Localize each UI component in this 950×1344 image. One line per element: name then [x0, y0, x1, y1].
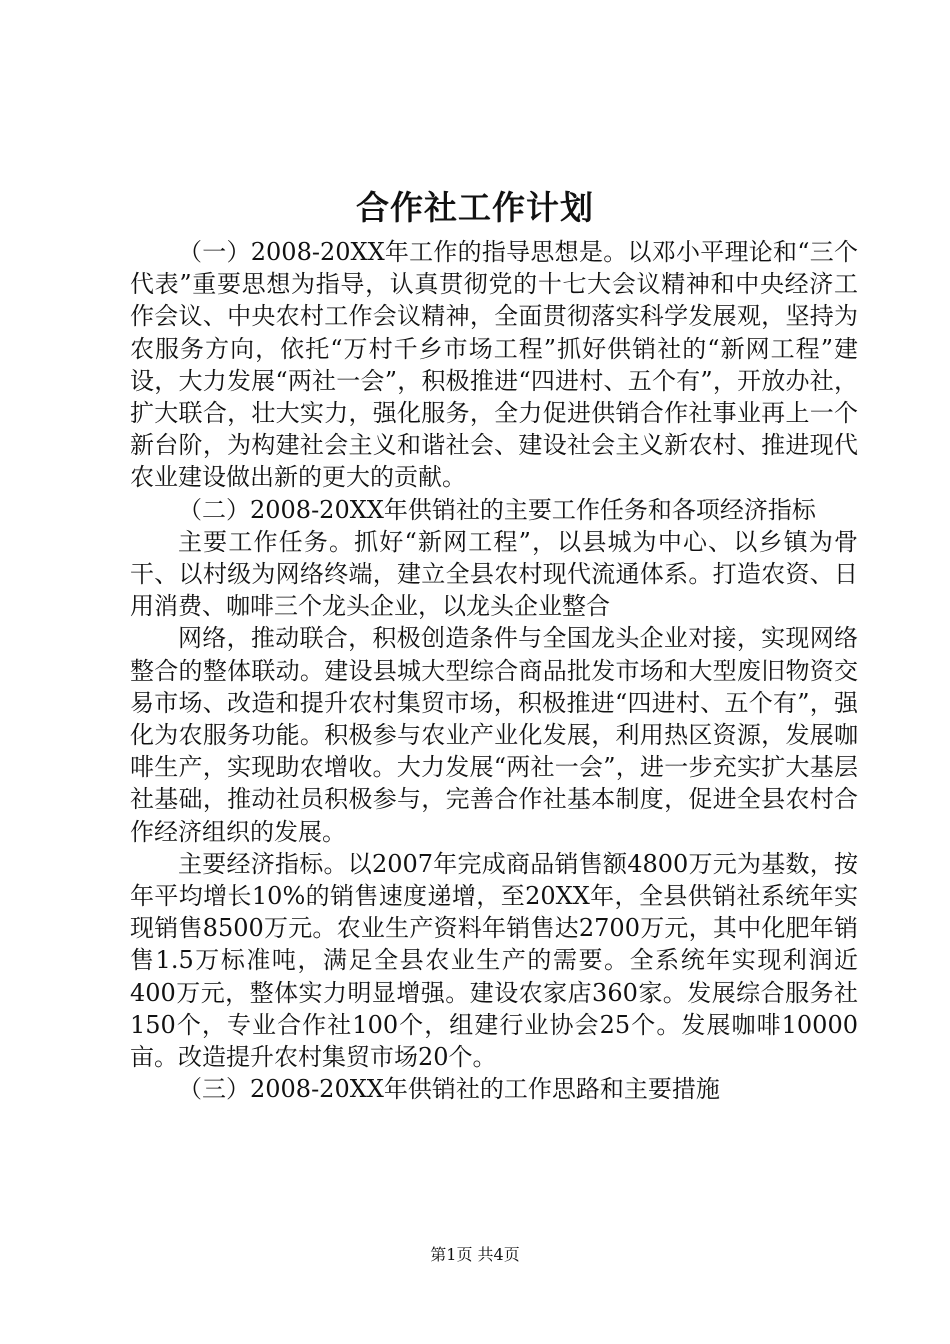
document-title: 合作社工作计划	[356, 188, 594, 227]
paragraph-section-two-heading: （二）2008-20XX年供销社的主要工作任务和各项经济指标	[178, 495, 816, 524]
paragraph-network-integration: 网络，推动联合，积极创造条件与全国龙头企业对接，实现网络整合的整体联动。建设县城大型综合商品批发市场和大型废旧物资交易市场、改造和提升农村集贸市场，积极推进“四进村、五个有”，强化为农服务功能。积极参与农业产业化发展，利用热区资源，发展咖啡生产，实现助农增收。大力发展“两社一会”，进一步充实扩大基层社基础，推动社员积极参与，完善合作社基本制度，促进全县农村合作经济组织的发展。	[130, 624, 858, 846]
page-number-footer: 第1页 共4页	[430, 1245, 520, 1264]
document-body	[130, 236, 858, 1105]
paragraph-guiding-ideology: （一）2008-20XX年工作的指导思想是。以邓小平理论和“三个代表”重要思想为指导，认真贯彻党的十七大会议精神和中央经济工作会议、中央农村工作会议精神，全面贯彻落实科学发展观，坚持为农服务方向，依托“万村千乡市场工程”抓好供销社的“新网工程”建设，大力发展“两社一会”，积极推进“四进村、五个有”，开放办社，扩大联合，壮大实力，强化服务，全力促进供销合作社事业再上一个新台阶，为构建社会主义和谐社会、建设社会主义新农村、推进现代农业建设做出新的更大的贡献。	[130, 238, 858, 492]
paragraph-section-three-heading: （三）2008-20XX年供销社的工作思路和主要措施	[178, 1075, 720, 1104]
paragraph-economic-indicators: 主要经济指标。以2007年完成商品销售额4800万元为基数，按年平均增长10%的销售速度递增，至20XX年，全县供销社系统年实现销售8500万元。农业生产资料年销售达2700万元，其中化肥年销售1.5万标准吨，满足全县农业生产的需要。全系统年实现利润近400万元，整体实力明显增强。建设农家店360家。发展综合服务社150个，专业合作社100个，组建行业协会25个。发展咖啡10000亩。改造提升农村集贸市场20个。	[130, 849, 858, 1072]
paragraph-main-tasks: 主要工作任务。抓好“新网工程”，以县城为中心、以乡镇为骨干、以村级为网络终端，建立全县农村现代流通体系。打造农资、日用消费、咖啡三个龙头企业，以龙头企业整合	[130, 527, 858, 621]
